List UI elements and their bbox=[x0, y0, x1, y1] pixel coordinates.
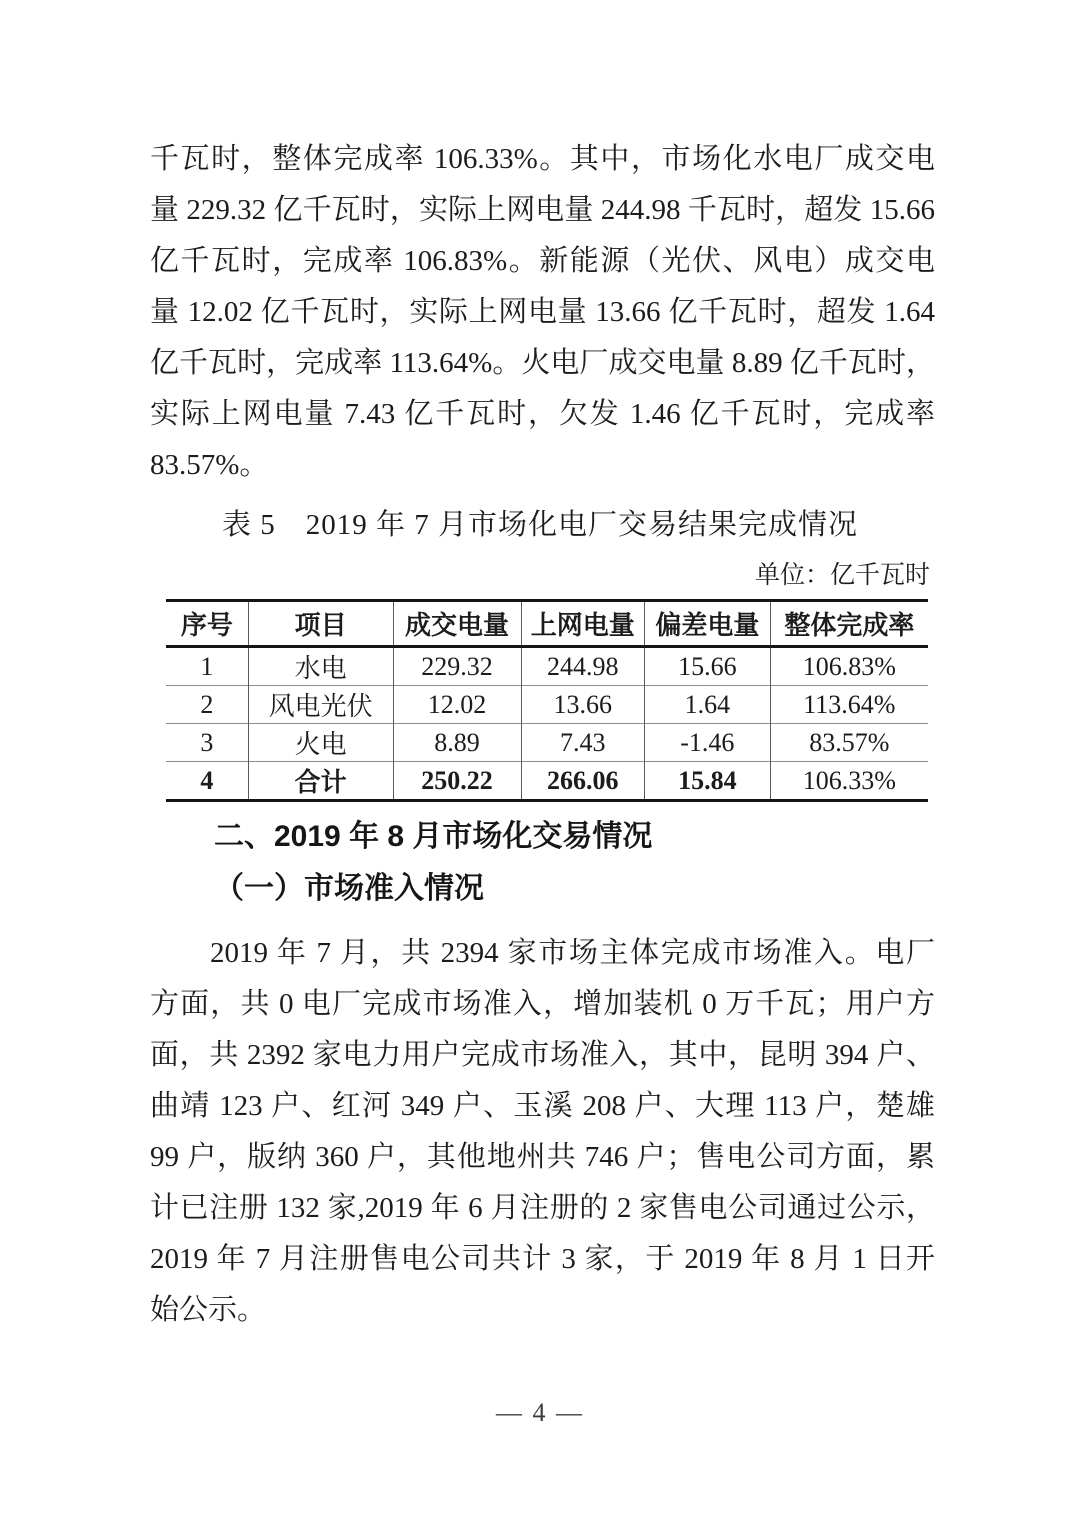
table-cell: -1.46 bbox=[645, 724, 771, 762]
paragraph-line: 2019 年 7 月注册售电公司共计 3 家，于 2019 年 8 月 1 日开 bbox=[150, 1243, 935, 1275]
table-cell: 1 bbox=[200, 651, 214, 681]
table-cell: 水电 bbox=[248, 647, 393, 686]
table-cell: 合计 bbox=[248, 762, 393, 801]
table5-trade-results bbox=[166, 599, 928, 802]
table-cell: 250.22 bbox=[393, 762, 521, 801]
table-header-cell: 成交电量 bbox=[393, 601, 521, 647]
table-title: 表 5 2019 年 7 月市场化电厂交易结果完成情况 bbox=[221, 509, 858, 541]
table-cell: 15.66 bbox=[645, 647, 771, 686]
table-cell: 7.43 bbox=[521, 724, 644, 762]
table-cell: 1.64 bbox=[645, 686, 771, 724]
table-cell: 2 bbox=[200, 689, 214, 719]
paragraph-line: 量 12.02 亿千瓦时，实际上网电量 13.66 亿千瓦时，超发 1.64 bbox=[150, 296, 935, 328]
table-header-cell: 项目 bbox=[248, 601, 393, 647]
table-header-row bbox=[166, 601, 928, 647]
table-cell: 15.84 bbox=[645, 762, 771, 801]
table-unit-note: 单位：亿千瓦时 bbox=[754, 562, 930, 589]
table-cell: 83.57% bbox=[770, 724, 928, 762]
paragraph-2 bbox=[150, 928, 935, 1336]
table-cell: 风电光伏 bbox=[248, 686, 393, 724]
paragraph-line: 99 户，版纳 360 户，其他地州共 746 户；售电公司方面，累 bbox=[150, 1141, 935, 1173]
paragraph-line: 面，共 2392 家电力用户完成市场准入，其中，昆明 394 户、 bbox=[150, 1039, 935, 1071]
paragraph-line: 量 229.32 亿千瓦时，实际上网电量 244.98 千瓦时，超发 15.66 bbox=[150, 194, 935, 226]
paragraph-1 bbox=[150, 134, 935, 491]
table-cell: 244.98 bbox=[521, 647, 644, 686]
table-cell: 13.66 bbox=[521, 686, 644, 724]
table-cell: 4 bbox=[200, 765, 214, 795]
paragraph-line: 实际上网电量 7.43 亿千瓦时，欠发 1.46 亿千瓦时，完成率 bbox=[150, 398, 935, 430]
table-header-cell: 序号 bbox=[180, 611, 233, 640]
table-cell: 12.02 bbox=[393, 686, 521, 724]
paragraph-line: 83.57%。 bbox=[150, 449, 269, 481]
paragraph-line: 方面，共 0 电厂完成市场准入，增加装机 0 万千瓦；用户方 bbox=[150, 988, 935, 1020]
table-cell: 106.33% bbox=[770, 762, 928, 801]
table-header-cell: 偏差电量 bbox=[645, 601, 771, 647]
table-row bbox=[166, 647, 928, 686]
paragraph-line: 曲靖 123 户、红河 349 户、玉溪 208 户、大理 113 户，楚雄 bbox=[150, 1090, 935, 1122]
subsection-heading: （一）市场准入情况 bbox=[214, 872, 484, 905]
table-cell: 3 bbox=[200, 727, 214, 757]
table-cell: 113.64% bbox=[770, 686, 928, 724]
paragraph-line: 亿千瓦时，完成率 113.64%。火电厂成交电量 8.89 亿千瓦时， bbox=[150, 347, 935, 379]
paragraph-line: 2019 年 7 月，共 2394 家市场主体完成市场准入。电厂 bbox=[210, 937, 935, 969]
table-cell: 8.89 bbox=[393, 724, 521, 762]
paragraph-line: 始公示。 bbox=[150, 1294, 267, 1326]
page-number: — 4 — bbox=[496, 1398, 584, 1427]
section-heading: 二、2019 年 8 月市场化交易情况 bbox=[214, 820, 653, 853]
paragraph-line: 千瓦时，整体完成率 106.33%。其中，市场化水电厂成交电 bbox=[150, 143, 935, 175]
table-row bbox=[166, 686, 928, 724]
table-row bbox=[166, 724, 928, 762]
table-header-cell: 整体完成率 bbox=[770, 601, 928, 647]
table-row-total bbox=[166, 762, 928, 801]
table-cell: 229.32 bbox=[393, 647, 521, 686]
table-cell: 106.83% bbox=[770, 647, 928, 686]
paragraph-line: 计已注册 132 家,2019 年 6 月注册的 2 家售电公司通过公示， bbox=[150, 1192, 935, 1224]
table-header-cell: 上网电量 bbox=[521, 601, 644, 647]
table-cell: 266.06 bbox=[521, 762, 644, 801]
paragraph-line: 亿千瓦时，完成率 106.83%。新能源（光伏、风电）成交电 bbox=[150, 245, 935, 277]
table-cell: 火电 bbox=[248, 724, 393, 762]
